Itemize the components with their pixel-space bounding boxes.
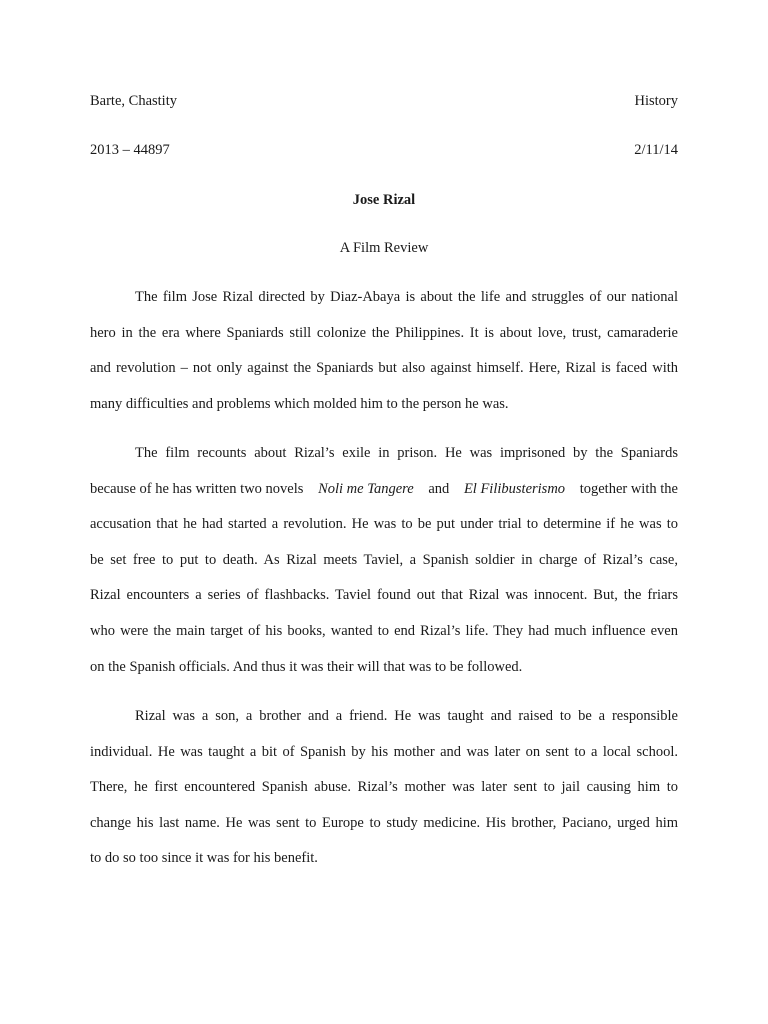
student-number: 2013 – 44897 — [90, 142, 170, 158]
paragraph-line: be set free to put to death. As Rizal meets Taviel, a Spanish soldier in charge of Rizal’s case, — [90, 551, 678, 568]
student-name: Barte, Chastity — [90, 93, 177, 109]
paragraph-line: and revolution – not only against the Spaniards but also against himself. Here, Rizal is faced with — [90, 360, 678, 377]
paragraph-line: There, he first encountered Spanish abuse. Rizal’s mother was later sent to jail causing him to — [90, 779, 678, 796]
paragraph-3 — [90, 707, 678, 885]
paragraph-2 — [90, 444, 678, 693]
novel-title-noli: Noli me Tangere — [318, 480, 414, 497]
date: 2/11/14 — [634, 142, 678, 158]
novel-title-fili: El Filibusterismo — [463, 480, 566, 497]
paragraph-line: The film Jose Rizal directed by Diaz-Abaya is about the life and struggles of our national — [135, 289, 678, 305]
header-row-1 — [90, 92, 678, 110]
paragraph-line: Rizal was a son, a brother and a friend. He was taught and raised to be a responsible — [135, 708, 678, 724]
paragraph-1 — [90, 288, 678, 430]
paragraph-line: because of he has written two novels Noli me Tangere and El Filibusterismo together with the — [90, 480, 678, 497]
paragraph-line: The film recounts about Rizal’s exile in prison. He was imprisoned by the Spaniards — [135, 445, 678, 461]
header-row-2 — [90, 141, 678, 159]
paragraph-line: hero in the era where Spaniards still colonize the Philippines. It is about love, trust, camaraderie — [90, 324, 678, 341]
paragraph-line: many difficulties and problems which molded him to the person he was. — [90, 395, 509, 412]
paragraph-line: on the Spanish officials. And thus it was their will that was to be followed. — [90, 658, 523, 675]
document-title: Jose Rizal — [352, 192, 416, 208]
paragraph-line: Rizal encounters a series of flashbacks. Taviel found out that Rizal was innocent. But, the friars — [90, 587, 678, 604]
paragraph-line: to do so too since it was for his benefit. — [90, 850, 318, 867]
paragraph-line: who were the main target of his books, wanted to end Rizal’s life. They had much influence even — [90, 622, 678, 639]
document-subtitle: A Film Review — [339, 240, 429, 256]
paragraph-line: change his last name. He was sent to Europe to study medicine. His brother, Paciano, urged him — [90, 814, 678, 831]
paragraph-line: accusation that he had started a revolution. He was to be put under trial to determine if he was to — [90, 516, 678, 533]
subject: History — [634, 93, 678, 109]
paragraph-line: individual. He was taught a bit of Spanish by his mother and was later on sent to a local school. — [90, 743, 678, 760]
